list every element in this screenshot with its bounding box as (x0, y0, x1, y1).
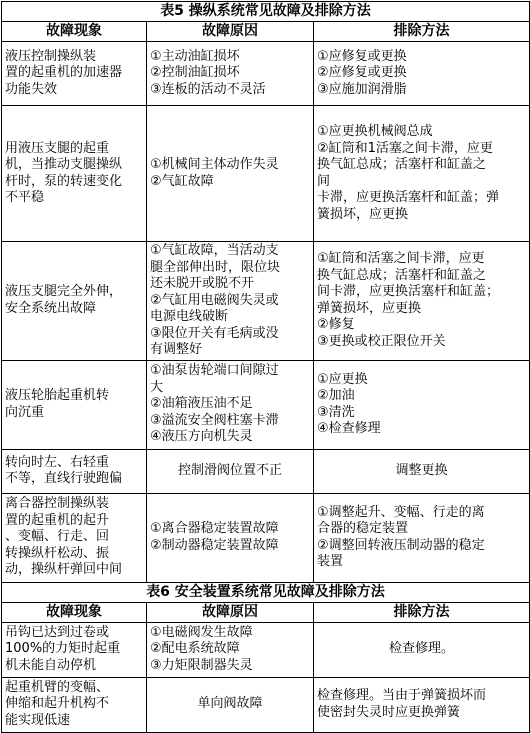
cell-line: 调整更换 (395, 462, 448, 478)
table-row (2, 493, 530, 582)
cell-line: 换气缸总成；活塞杆和缸盖之 (317, 157, 487, 172)
cell-line: 能实现低速 (5, 712, 71, 728)
table5-title: 表5 操纵系统常见故障及排除方法 (2, 2, 530, 22)
cell-line: ①应更换 (317, 371, 368, 387)
fault-phenomenon-cell (2, 242, 147, 361)
cell-line: ①机械间主体动作失灵 (150, 157, 279, 172)
cell-line: 控制滑阀位置不正 (177, 462, 282, 478)
fault-phenomenon-cell (2, 106, 147, 242)
cell-line: 安全系统出故障 (5, 300, 97, 316)
table-row (2, 449, 530, 493)
cell-line: ①油泵齿轮端口间隙过 (150, 363, 279, 379)
cell-line: ②气缸用电磁阀失灵或 (150, 292, 279, 308)
column-header: 故障现象 (2, 22, 147, 42)
cell-line: 不平稳 (5, 190, 45, 205)
cell-line: ③溢流安全阀柱塞卡滞 (150, 412, 279, 428)
cell-line: 间卡滞，应更换活塞杆和缸盖； (317, 284, 500, 300)
remedy-cell (314, 622, 530, 677)
cell-line: 腿全部伸出时，限位块 (150, 259, 281, 275)
cell-line: 液压支腿完全外伸， (5, 284, 123, 300)
cell-line: 起重机臂的变幅、 (5, 679, 110, 695)
cell-line: 100%的力矩时起重 (5, 641, 121, 657)
fault-cause-cell (147, 360, 314, 449)
cell-line: ②调整回转液压制动器的稳定 (317, 537, 485, 553)
cell-line: ②控制油缸损坏 (150, 65, 240, 81)
remedy-cell (314, 449, 530, 493)
fault-cause-cell (147, 242, 314, 361)
fault-phenomenon-cell (2, 622, 147, 677)
remedy-cell (314, 242, 530, 361)
cell-line: ③应施加润滑脂 (317, 81, 407, 97)
cell-line: 使密封失灵时应更换弹簧 (317, 704, 461, 720)
column-header: 故障原因 (147, 22, 314, 42)
cell-line: ②缸筒和1活塞之间卡滞，应更 (317, 140, 493, 156)
cell-line: 检查修理。 (388, 641, 454, 657)
fault-table (1, 1, 530, 733)
cell-line: ②配电系统故障 (150, 641, 240, 657)
cell-line: 用液压支腿的起重 (5, 140, 110, 156)
fault-phenomenon-cell (2, 360, 147, 449)
fault-cause-cell (147, 106, 314, 242)
remedy-cell (314, 360, 530, 449)
cell-line: 转向时左、右轻重 (5, 454, 110, 470)
cell-line: 机未能自动停机 (5, 657, 97, 673)
cell-line: 液压轮胎起重机转 (5, 388, 110, 403)
cell-line: ①应修复或更换 (317, 48, 407, 64)
remedy-cell (314, 677, 530, 732)
cell-line: ③限位开关有毛病或没 (150, 325, 279, 341)
cell-line: 卡滞，应更换活塞杆和缸盖；弹 (317, 190, 500, 205)
cell-line: 合器的稳定装置 (317, 521, 409, 536)
fault-tables-sheet (1, 1, 529, 728)
table-row (2, 360, 530, 449)
cell-line: ①调整起升、变幅、行走的离 (317, 504, 485, 520)
table6-header-row (2, 602, 530, 622)
cell-line: 杆时，泵的转速变化 (5, 173, 123, 189)
cell-line: 机，当推动支腿操纵 (5, 157, 123, 172)
column-header: 排除方法 (314, 602, 530, 622)
cell-line: ③清洗 (317, 404, 355, 420)
cell-line: 检查修理。当由于弹簧损坏而 (317, 688, 487, 703)
remedy-cell (314, 493, 530, 582)
cell-line: ②油箱液压油不足 (150, 396, 253, 412)
cell-line: 装置 (317, 554, 344, 569)
table-row (2, 242, 530, 361)
cell-line: 不等，直线行驶跑偏 (5, 471, 123, 486)
cell-line: 间 (317, 173, 331, 189)
cell-line: ①应更换机械阀总成 (317, 124, 433, 139)
cell-line: 簧损坏，应更换 (317, 206, 409, 222)
table-row (2, 622, 530, 677)
column-header: 排除方法 (314, 22, 530, 42)
table6-title: 表6 安全装置系统常见故障及排除方法 (2, 582, 530, 602)
fault-cause-cell (147, 42, 314, 106)
cell-line: ②制动器稳定装置故障 (150, 537, 279, 553)
fault-phenomenon-cell (2, 449, 147, 493)
cell-line: 有调整好 (150, 342, 203, 357)
cell-line: 置的起重机的起升 (5, 512, 110, 528)
cell-line: 吊钩已达到过卷或 (5, 624, 110, 640)
fault-phenomenon-cell (2, 493, 147, 582)
table5-header-row (2, 22, 530, 42)
cell-line: 向沉重 (5, 404, 45, 420)
column-header: 故障原因 (147, 602, 314, 622)
cell-line: ①离合器稳定装置故障 (150, 521, 279, 536)
cell-line: 动，操纵杆弹回中间 (5, 562, 123, 578)
table-row (2, 106, 530, 242)
cell-line: ①气缸故障，当活动支 (150, 243, 279, 258)
fault-phenomenon-cell (2, 677, 147, 732)
table6-title-row (2, 582, 530, 602)
cell-line: ④液压方向机失灵 (150, 429, 253, 445)
table-row (2, 677, 530, 732)
cell-line: 还未脱开或脱不开 (150, 276, 255, 291)
cell-line: ③更换或校正限位开关 (317, 333, 446, 349)
cell-line: ②气缸故障 (150, 173, 214, 189)
fault-cause-cell (147, 622, 314, 677)
cell-line: 电源电线破断 (150, 309, 229, 324)
cell-line: 、变幅、行走、回 (5, 529, 110, 545)
cell-line: ②应修复或更换 (317, 65, 407, 81)
cell-line: 伸缩和起升机构不 (5, 696, 110, 712)
cell-line: ②修复 (317, 317, 355, 333)
cell-line: 离合器控制操纵装 (5, 496, 110, 512)
fault-cause-cell (147, 449, 314, 493)
fault-cause-cell (147, 677, 314, 732)
remedy-cell (314, 42, 530, 106)
table5-title-row (2, 2, 530, 22)
cell-line: 液压控制操纵装 (5, 48, 97, 64)
cell-line: 弹簧损坏，应更换 (317, 300, 422, 316)
cell-line: 单向阀故障 (197, 696, 263, 712)
cell-line: ④检查修理 (317, 421, 381, 436)
cell-line: 置的起重机的加速器 (5, 65, 123, 81)
fault-phenomenon-cell (2, 42, 147, 106)
cell-line: 转操纵杆松动、振 (5, 545, 110, 561)
remedy-cell (314, 106, 530, 242)
cell-line: 换气缸总成；活塞杆和缸盖之 (317, 267, 487, 283)
cell-line: ①电磁阀发生故障 (150, 624, 253, 640)
cell-line: ③力矩限制器失灵 (150, 657, 253, 673)
cell-line: 大 (150, 379, 164, 395)
fault-cause-cell (147, 493, 314, 582)
cell-line: ①主动油缸损坏 (150, 48, 240, 64)
cell-line: ③连板的活动不灵活 (150, 81, 266, 97)
cell-line: ①缸筒和活塞之间卡滞，应更 (317, 251, 485, 267)
cell-line: 功能失效 (5, 81, 58, 97)
table-row (2, 42, 530, 106)
cell-line: ②加油 (317, 388, 355, 403)
column-header: 故障现象 (2, 602, 147, 622)
